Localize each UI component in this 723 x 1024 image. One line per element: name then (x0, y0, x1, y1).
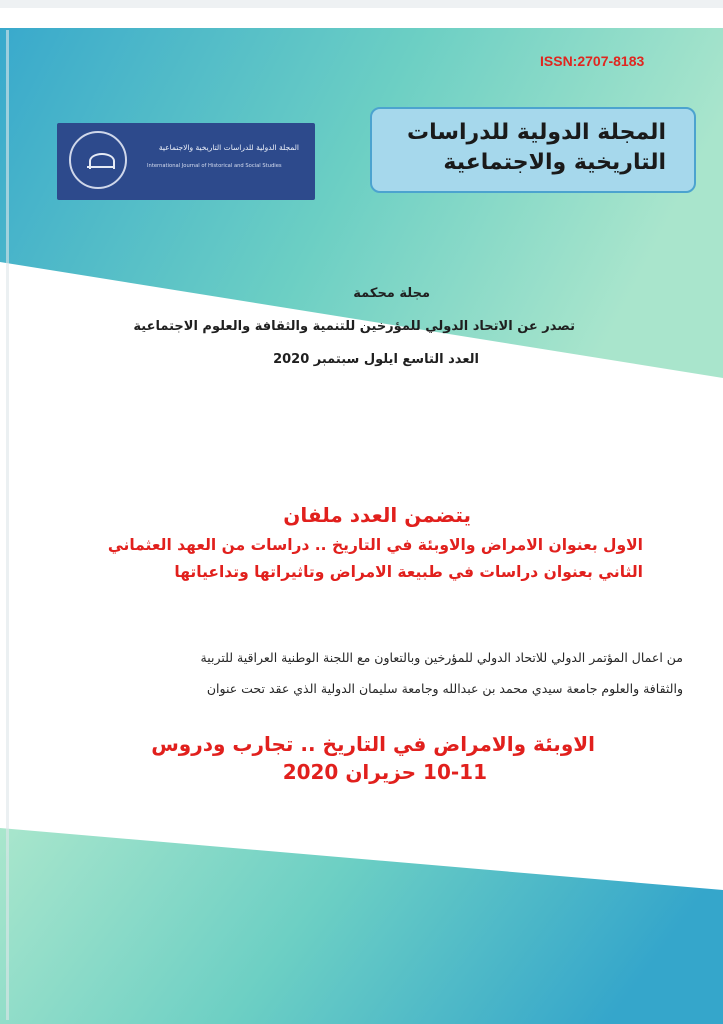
peer-reviewed-label: مجلة محكمة (353, 286, 430, 301)
logo-english-text: International Journal of Historical and Social Studies (147, 163, 282, 169)
contents-file-1: الاول بعنوان الامراض والاوبئة في التاريخ .. دراسات من العهد العثماني (107, 536, 643, 554)
contents-heading: يتضمن العدد ملفان (283, 503, 471, 527)
issue-line: العدد التاسع ايلول سبتمبر 2020 (273, 352, 479, 367)
journal-logo (57, 123, 315, 200)
contents-file-2: الثاني بعنوان دراسات في طبيعة الامراض وتاثيراتها وتداعياتها (174, 563, 643, 581)
journal-title-line-1: المجلة الدولية للدراسات (407, 120, 666, 145)
journal-title-line-2: التاريخية والاجتماعية (443, 150, 666, 175)
conference-date: 10-11 حزيران 2020 (282, 760, 487, 784)
logo-arabic-text: المجلة الدولية للدراسات التاريخية والاجتماعية (158, 143, 299, 152)
logo-emblem-icon (69, 131, 127, 189)
issn-number: ISSN:2707-8183 (540, 53, 645, 69)
publisher-line: تصدر عن الاتحاد الدولي للمؤرخين للتنمية والثقافة والعلوم الاجتماعية (133, 319, 575, 334)
conference-line-2: والثقافة والعلوم جامعة سيدي محمد بن عبدالله وجامعة سليمان الدولية الذي عقد تحت عنوان (206, 681, 683, 696)
journal-title-box (370, 107, 696, 193)
conference-line-1: من اعمال المؤتمر الدولي للاتحاد الدولي للمؤرخين وبالتعاون مع اللجنة الوطنية العراقية للتربية (200, 650, 683, 665)
conference-title: الاوبئة والامراض في التاريخ .. تجارب ودروس (151, 732, 595, 756)
